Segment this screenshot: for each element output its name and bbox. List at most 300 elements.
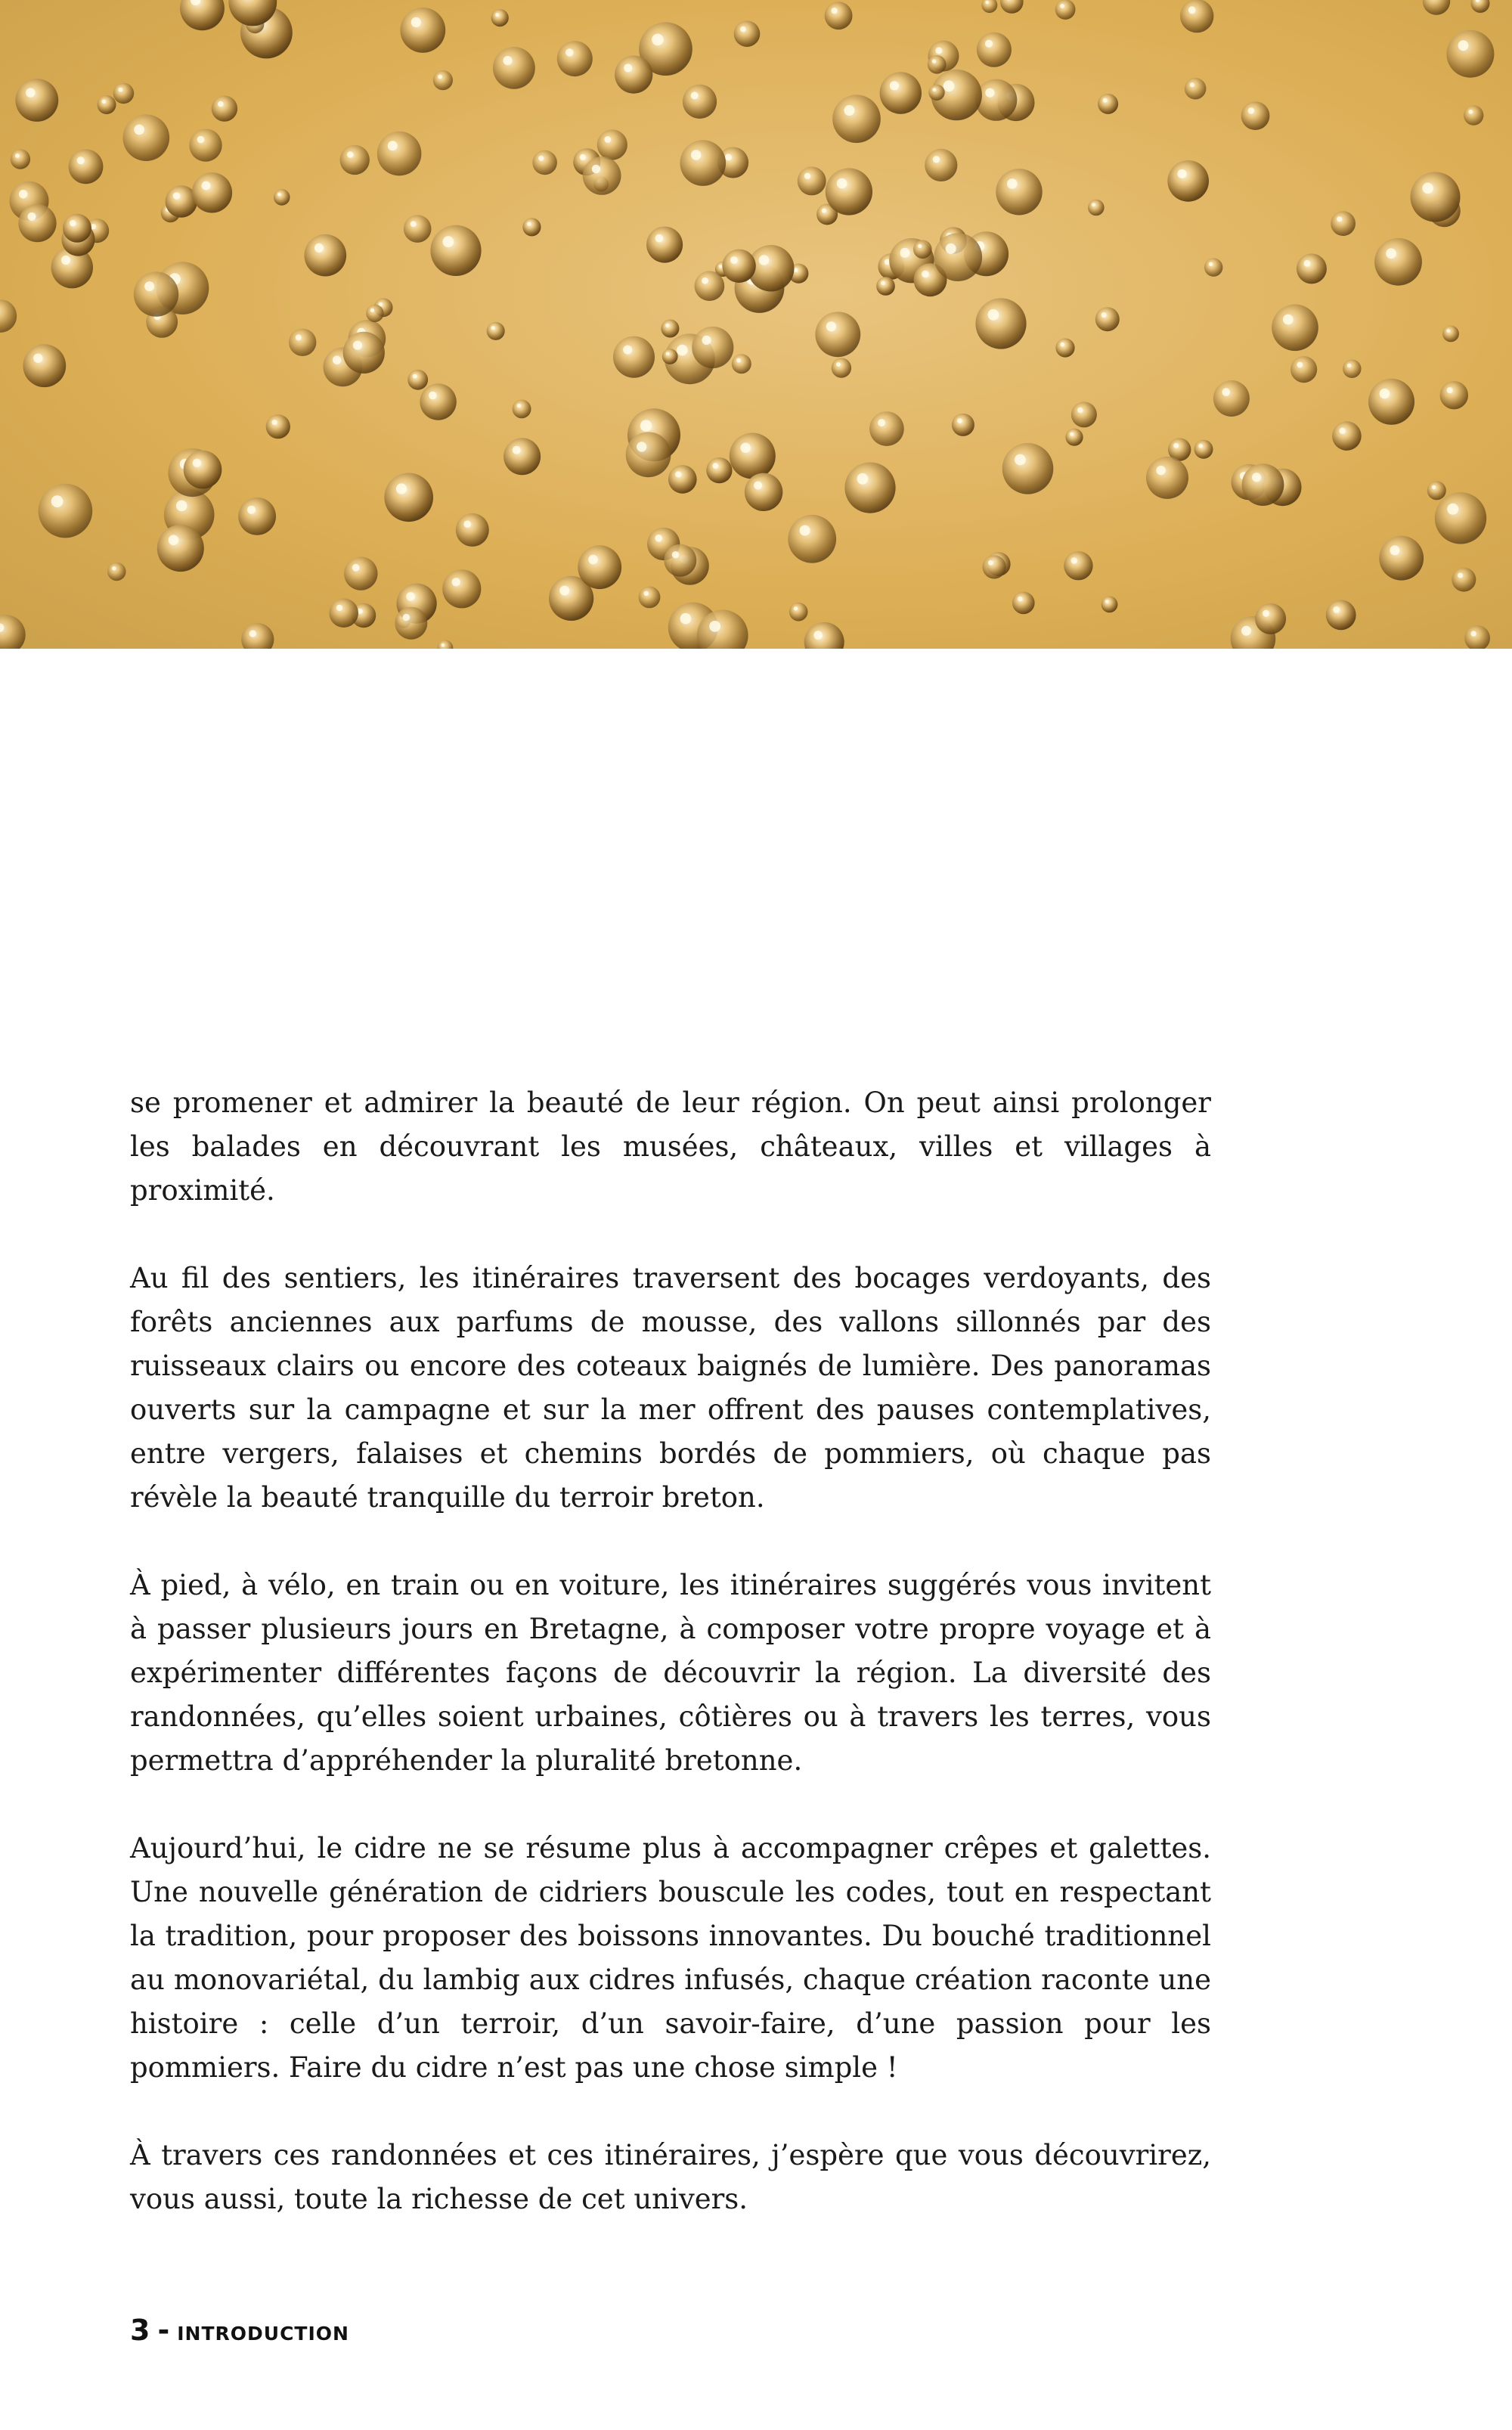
bubble [503,438,541,475]
bubble [1055,0,1076,20]
bubble [983,555,1006,578]
bubble-highlight [1339,428,1345,434]
bubble [722,250,755,283]
bubble-highlight [691,91,699,99]
bubble-highlight [370,308,374,312]
bubble [626,432,671,477]
bubble [928,85,944,101]
bubble [384,473,433,522]
bubble-highlight [70,220,76,226]
bubble-highlight [1173,443,1179,448]
bubble [788,515,836,563]
bubble-highlight [1297,362,1303,368]
bubble [597,129,627,160]
bubble-highlight [957,418,962,423]
bubble-highlight [932,59,936,63]
paragraph: À travers ces randonnées et ces itinéraires, j’espère que vous découvrirez, vous aussi, toute la richesse de cet univers. [130,2139,1211,2215]
bubble-highlight [857,473,869,485]
bubble-highlight [193,459,201,467]
bubble-highlight [680,613,692,625]
bubble-highlight [624,64,632,72]
bubble-highlight [881,281,885,285]
bubble-highlight [1263,610,1269,617]
bubble-highlight [527,222,531,225]
bubble-highlight [935,47,942,54]
bubble-highlight [759,255,770,265]
bubble-highlight [890,81,899,90]
hero-image [0,0,1512,649]
bubble-highlight [1018,597,1023,602]
bubble-highlight [637,442,646,451]
bubble [1427,481,1446,500]
bubble-highlight [988,309,999,321]
bubble [730,433,776,479]
bubble-highlight [352,564,360,572]
bubble [869,411,904,446]
bubble-highlight [406,592,415,601]
paragraph: Au fil des sentiers, les itinéraires traversent des bocages verdoyants, des forêts anciennes aux parfums de mousse, des vallons sillonnés par des ruisseaux clairs ou encore des coteaux baignés de lumière. Des panoramas ouverts sur la campagne et sur la mer offrent des pauses contemplatives, entre vergers, falaises et chemins bordés de pommiers, où chaque pas révèle la beauté tranquille du terroir breton. [130,1262,1211,1514]
bubble [798,166,826,195]
bubble [876,277,895,296]
intro-text [130,1081,1211,2265]
bubble [1452,568,1476,592]
bubble-highlight [946,243,956,254]
bubble-highlight [296,334,302,340]
bubble-highlight [272,420,277,425]
bubble-highlight [33,354,42,363]
bubble-highlight [463,520,471,528]
bubble-highlight [1432,485,1436,489]
bubble [1442,326,1459,342]
bubble-highlight [836,362,841,367]
bubble-highlight [396,483,407,494]
bubble [1332,421,1362,451]
bubble [266,414,290,439]
bubble-highlight [794,606,798,610]
bubble-highlight [411,17,421,27]
bubble [832,358,851,377]
bubble-highlight [443,236,454,247]
bubble-highlight [1188,6,1196,14]
bubble-highlight [1347,364,1351,367]
bubble-highlight [1333,606,1340,613]
bubble-highlight [736,358,741,363]
bubble [344,556,377,590]
bubble-highlight [538,156,544,161]
bubble-highlight [388,141,398,150]
bubble [69,149,104,184]
bubble-highlight [713,463,719,469]
bubble [880,72,922,113]
bubble-highlight [1304,260,1311,267]
bubble-highlight [1458,40,1469,51]
bubble-highlight [102,100,106,104]
bubble-highlight [1105,600,1109,603]
bubble [238,497,276,535]
bubble [1064,551,1092,580]
bubble-highlight [988,560,993,566]
bubble [639,587,661,609]
bubble [1435,492,1486,544]
bubble-highlight [1209,262,1213,266]
bubble-highlight [922,271,929,278]
bubble-highlight [740,443,750,453]
bubble [11,149,30,169]
bubble-highlight [1222,388,1230,396]
bubble [615,56,652,94]
bubble-highlight [1060,342,1064,347]
bubble-highlight [1446,329,1450,333]
footer-separator: - [157,2314,170,2347]
bubble-highlight [249,630,256,637]
bubble [1194,440,1213,459]
bubble-highlight [1007,178,1018,189]
bubble-highlight [822,209,826,213]
bubble [1411,172,1461,222]
bubble [975,79,1017,121]
bubble [184,451,222,489]
bubble-highlight [336,605,342,611]
bubble-highlight [1386,248,1396,259]
bubble [212,95,237,121]
bubble-highlight [28,212,36,221]
bubble [487,322,505,340]
bubble [977,33,1012,67]
bubble-highlight [702,336,711,345]
bubble-highlight [985,40,993,48]
bubble [661,320,679,338]
bubble-highlight [1458,573,1463,578]
bubble-highlight [112,566,116,570]
bubble-highlight [985,1,989,5]
bubble [134,271,178,316]
bubble-highlight [932,88,936,91]
bubble-highlight [1422,183,1433,194]
bubble [456,513,489,547]
bubble-highlight [51,495,64,507]
bubble-highlight [878,419,885,426]
bubble-highlight [672,551,679,558]
bubble [934,233,982,281]
bubble-highlight [719,265,722,268]
bubble-highlight [675,471,681,477]
bubble-highlight [1337,216,1342,222]
bubble [826,168,872,215]
bubble-highlight [1248,107,1254,113]
bubble [430,225,481,276]
bubble-highlight [438,75,442,79]
bubble [1071,401,1097,427]
bubble [662,349,678,364]
bubble-highlight [804,173,810,179]
bubble [734,20,761,47]
bubble [1012,592,1035,615]
bubble [668,465,697,494]
bubble [1440,381,1468,409]
bubble [1055,338,1074,357]
bubble-highlight [77,157,85,164]
bubble [578,545,621,589]
bubble [1326,600,1356,631]
bubble [1255,603,1286,634]
bubble-highlight [933,156,940,163]
bubble [1368,379,1414,425]
bubble [407,370,428,390]
bubble [192,172,232,212]
bubble [15,79,58,122]
bubble-highlight [218,101,224,107]
bubble [513,400,531,419]
bubble-highlight [333,356,341,364]
bubble [1331,211,1356,236]
bubble [113,83,135,104]
bubble-highlight [918,244,922,248]
bubble [664,544,696,577]
bubble [157,525,204,572]
bubble [305,234,347,277]
bubble [1272,305,1318,352]
bubble [493,47,535,89]
bubble-highlight [754,482,762,490]
bubble [1101,597,1118,613]
bubble [695,271,725,301]
bubble-highlight [1380,389,1390,398]
bubble-highlight [353,341,362,350]
bubble-highlight [655,234,664,243]
bubble-highlight [702,277,708,284]
bubble-highlight [513,446,521,454]
bubble-highlight [900,248,910,258]
bubble [1241,101,1270,130]
bubble-highlight [730,256,738,264]
bubble [1098,94,1118,114]
bubble [557,41,593,76]
bubble-highlight [592,165,600,173]
bubble [491,9,509,26]
bubble-highlight [1241,626,1251,636]
bubble-highlight [565,48,573,56]
bubble [400,8,445,53]
bubble-highlight [691,150,701,160]
bubble-highlight [837,178,847,189]
bubble [692,327,733,368]
bubble-highlight [655,535,662,542]
bubble-highlight [1101,312,1107,318]
bubble [1146,457,1188,499]
page-footer [130,2314,349,2347]
paragraph: À pied, à vélo, en train ou en voiture, les itinéraires suggérés vous invitent à passer plusieurs jours en Bretagne, à composer votre propre voyage et à expérimenter différentes façons de découvrir la région. La diversité des randonnées, qu’elles soient urbaines, côtières ou à travers les terres, vous permettra d’appréhender la pluralité bretonne. [130,1569,1211,1777]
bubble [1213,380,1250,417]
bubble-highlight [144,281,154,291]
bubble-highlight [1178,169,1187,178]
bubble-highlight [580,154,586,160]
bubble [63,214,91,243]
bubble-highlight [665,324,669,327]
bubble [395,607,427,640]
bubble-highlight [1077,408,1083,413]
bubble [442,569,481,608]
bubble [952,414,974,436]
bubble [825,2,853,29]
bubble [1204,258,1222,276]
bubble-highlight [495,13,499,17]
bubble [1002,443,1054,494]
bubble-highlight [644,591,649,596]
bubble [329,598,358,628]
bubble [18,204,56,242]
paragraph: Aujourd’hui, le cidre ne se résume plus à accompagner crêpes et galettes. Une nouvelle génération de cidriers bouscule les codes, tout en respectant la tradition, pour proposer des boissons innovantes. Du bouché traditionnel au monovariétal, du lambig aux cidres infusés, chaque création raconte une histoire : celle d’un terroir, d’un savoir-faire, d’une passion pour les pommiers. Faire du cidre n’est pas une chose simple ! [130,1832,1211,2084]
bubble-highlight [442,643,445,647]
bubble [745,473,782,511]
bubble-highlight [19,190,27,198]
bubble [1185,78,1207,100]
bubbles-illustration [0,0,1512,649]
bubble-highlight [1390,545,1399,555]
bubble-highlight [826,321,836,331]
bubble-highlight [1071,557,1077,563]
bubble [420,383,456,420]
bubble-highlight [1092,203,1095,206]
bubble [913,240,932,259]
bubble-highlight [1156,466,1165,475]
bubble-highlight [491,326,495,330]
bubble-highlight [943,80,955,91]
bubble-highlight [677,345,688,356]
bubble-highlight [118,88,122,92]
bubble-highlight [1470,631,1476,636]
bubble-highlight [314,243,324,253]
bubble-highlight [985,88,994,98]
bubble-highlight [623,346,632,355]
bubble [522,218,541,236]
bubble-highlight [452,578,460,586]
bubble [433,70,453,90]
bubble-highlight [1468,110,1473,114]
bubble [1464,105,1483,125]
bubble [706,457,732,483]
bubble-highlight [169,535,179,546]
bubble-highlight [666,352,670,356]
bubble-highlight [1060,4,1064,8]
bubble [1379,536,1424,581]
bubble [343,332,385,373]
bubble [39,484,93,538]
bubble [377,132,422,176]
paragraph: se promener et admirer la beauté de leur région. On peut ainsi prolonger les balades en découvrant les musées, châteaux, villes et villages à proximité. [130,1086,1211,1207]
bubble [613,336,655,378]
bubble-highlight [61,256,70,265]
bubble [532,150,557,175]
bubble-highlight [277,193,281,197]
bubble-highlight [1103,98,1108,103]
bubble-highlight [800,525,810,536]
bubble-highlight [247,506,256,514]
bubble [1290,356,1317,383]
bubble-highlight [652,34,664,46]
bubble-highlight [1252,473,1261,482]
bubble [925,149,957,181]
bubble-highlight [844,105,854,116]
bubble [1242,463,1284,506]
bubble-highlight [1447,504,1458,515]
bubble-highlight [1447,387,1453,393]
bubble-highlight [15,153,20,158]
bubble [815,311,860,357]
bubble [1167,160,1209,202]
bubble [646,227,683,263]
bubble-highlight [813,631,823,640]
bubble-highlight [588,555,598,565]
bubble [928,55,947,74]
bubble [996,169,1042,215]
bubble [1374,238,1422,286]
bubble [732,354,751,373]
page-number: 3 [130,2314,150,2347]
bubble [844,463,895,513]
bubble-highlight [709,621,720,632]
bubble-highlight [413,374,417,379]
bubble-highlight [134,125,144,135]
bubble-highlight [1070,432,1074,436]
bubble-highlight [604,136,611,143]
bubble [832,95,881,143]
bubble-highlight [173,192,180,199]
bubble-highlight [725,153,732,160]
bubble-highlight [832,8,838,14]
bubble-highlight [411,221,417,227]
bubble-highlight [1190,82,1194,87]
bubble-highlight [1198,444,1203,448]
bubble [404,215,432,243]
bubble-highlight [176,501,187,512]
bubble [975,298,1026,349]
bubble [1446,30,1494,78]
bubble [1065,429,1083,446]
bubble-highlight [1283,315,1294,325]
bubble-highlight [26,88,35,97]
bubble-highlight [559,586,569,596]
bubble-highlight [429,392,437,400]
bubble [583,157,621,195]
bubble [1180,0,1213,33]
bubble [1088,200,1105,216]
bubble-highlight [1015,454,1026,466]
bubble [107,563,125,581]
bubble [680,140,727,186]
bubble [289,329,316,356]
bubble [98,95,116,114]
bubble-highlight [202,181,211,191]
bubble [123,114,170,161]
bubble [1095,307,1120,331]
bubble-highlight [640,420,652,431]
bubble-highlight [347,151,354,158]
bubble [274,189,290,206]
bubble-highlight [503,56,512,65]
bubble [23,344,66,387]
bubble [366,305,383,322]
bubble [340,145,370,175]
bubble-highlight [403,614,410,621]
bubble-highlight [197,136,205,144]
bubble-highlight [740,26,746,33]
bubble [1343,360,1361,378]
bubble [789,603,808,621]
section-title: INTRODUCTION [177,2323,349,2345]
bubble [1297,253,1327,284]
bubble [683,85,717,119]
bubble-highlight [517,404,521,408]
